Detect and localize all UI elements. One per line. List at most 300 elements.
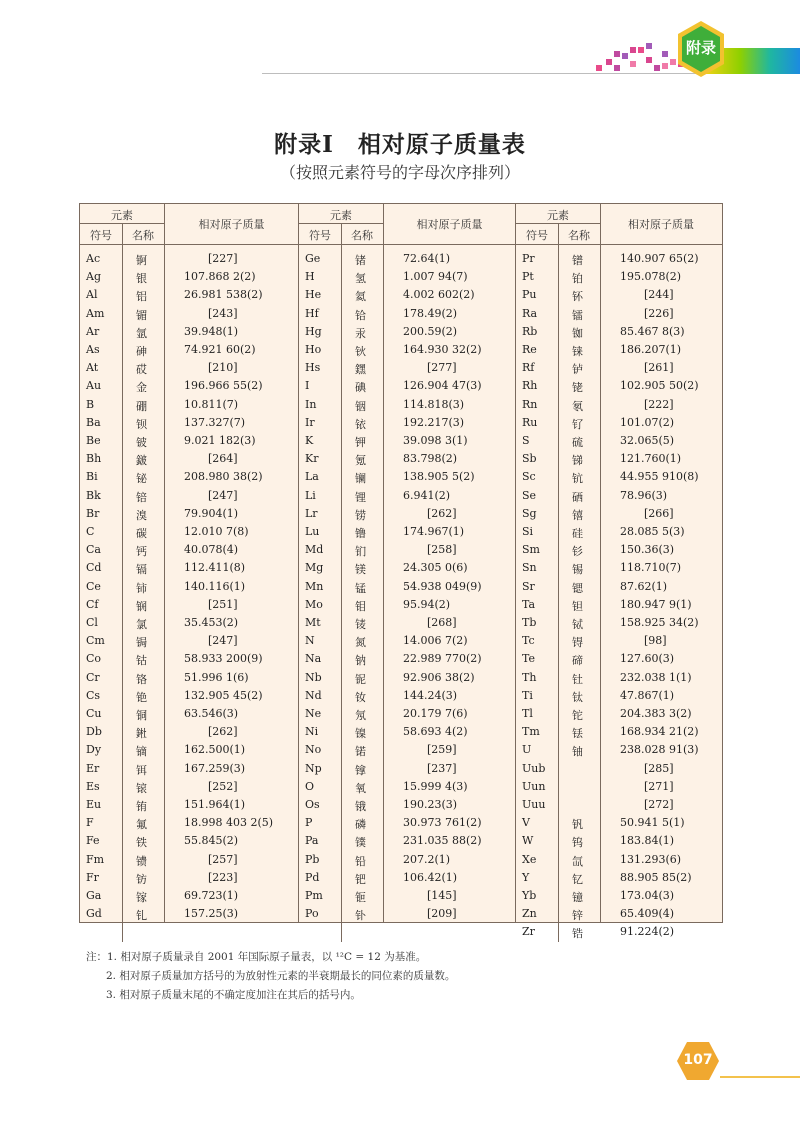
relative-atomic-mass: 50.941 5(1) <box>620 816 685 830</box>
element-name: 钆 <box>136 909 147 923</box>
element-symbol: O <box>305 779 315 793</box>
relative-atomic-mass: 107.868 2(2) <box>184 270 256 284</box>
page-number: 107 <box>683 1052 713 1068</box>
relative-atomic-mass: 39.098 3(1) <box>403 434 468 447</box>
relative-atomic-mass: 51.996 1(6) <box>184 670 249 684</box>
column-rule <box>164 204 165 922</box>
relative-atomic-mass: [210] <box>208 361 238 375</box>
element-name: 氩 <box>136 326 147 340</box>
decorative-dot <box>654 65 660 71</box>
relative-atomic-mass: [209] <box>427 907 457 921</box>
element-symbol: S <box>522 434 530 447</box>
element-symbol: Ac <box>86 252 101 265</box>
element-name: 金 <box>136 381 147 395</box>
element-symbol: Md <box>305 543 324 557</box>
relative-atomic-mass: 102.905 50(2) <box>620 379 699 393</box>
element-symbol: Db <box>86 725 102 739</box>
element-symbol: Sb <box>522 452 537 466</box>
element-symbol: Bi <box>86 470 98 484</box>
relative-atomic-mass: 69.723(1) <box>184 889 239 902</box>
element-symbol: Os <box>305 798 320 811</box>
footnote-2: 2. 相对原子质量加方括号的为放射性元素的半衰期最长的同位素的质量数。 <box>106 970 456 982</box>
element-symbol: U <box>522 743 532 757</box>
element-name: 砹 <box>136 363 147 377</box>
element-name: 锑 <box>572 454 583 468</box>
element-symbol: Pd <box>305 870 320 884</box>
element-symbol: Ge <box>305 252 321 265</box>
relative-atomic-mass: 14.006 7(2) <box>403 634 468 648</box>
element-name: 锎 <box>136 599 147 613</box>
element-symbol: Al <box>86 288 98 302</box>
element-symbol: Cu <box>86 707 102 720</box>
element-symbol: Ga <box>86 889 102 902</box>
element-symbol: Cl <box>86 616 98 629</box>
element-symbol: Ag <box>86 270 101 284</box>
appendix-badge-label: 附录 <box>685 39 716 57</box>
element-name: 氙 <box>572 854 583 868</box>
decorative-dot <box>596 65 602 71</box>
element-symbol: Ir <box>305 415 315 429</box>
relative-atomic-mass: [268] <box>427 616 457 629</box>
header-element: 元素 <box>330 209 352 222</box>
relative-atomic-mass: 180.947 9(1) <box>620 597 692 611</box>
relative-atomic-mass: 232.038 1(1) <box>620 670 692 684</box>
relative-atomic-mass: 79.904(1) <box>184 506 239 520</box>
relative-atomic-mass: 63.546(3) <box>184 707 239 720</box>
element-name: 镥 <box>355 527 366 540</box>
relative-atomic-mass: 32.065(5) <box>620 434 675 447</box>
relative-atomic-mass: [223] <box>208 870 238 884</box>
relative-atomic-mass: 121.760(1) <box>620 452 682 466</box>
element-name: 镧 <box>355 472 366 486</box>
decorative-dot <box>646 43 652 49</box>
element-name: 碳 <box>136 527 147 540</box>
element-symbol: Se <box>522 488 537 502</box>
element-name: 铥 <box>572 727 583 741</box>
element-symbol: V <box>522 816 530 830</box>
element-name: 钷 <box>355 891 366 904</box>
relative-atomic-mass: 4.002 602(2) <box>403 288 475 302</box>
relative-atomic-mass: [264] <box>208 452 238 466</box>
element-symbol: Mt <box>305 616 321 629</box>
element-name: 铪 <box>355 308 366 322</box>
element-symbol: Mg <box>305 561 324 575</box>
element-name: 铋 <box>136 472 147 486</box>
relative-atomic-mass: 173.04(3) <box>620 889 675 902</box>
element-name: 镄 <box>136 854 147 868</box>
relative-atomic-mass: 140.116(1) <box>184 579 246 593</box>
element-name: 铁 <box>136 836 147 850</box>
element-name: 铑 <box>572 381 583 395</box>
relative-atomic-mass: [237] <box>427 761 457 775</box>
element-name: 硒 <box>572 490 583 504</box>
element-name: 铈 <box>136 581 147 595</box>
element-name: 铕 <box>136 800 147 813</box>
element-name: 钚 <box>572 290 583 304</box>
relative-atomic-mass: 132.905 45(2) <box>184 688 263 702</box>
element-name: 钛 <box>572 690 583 704</box>
relative-atomic-mass: 112.411(8) <box>184 561 246 575</box>
element-name: 钍 <box>572 672 583 686</box>
element-symbol: Mn <box>305 579 324 593</box>
element-symbol: Cd <box>86 561 102 575</box>
relative-atomic-mass: 114.818(3) <box>403 397 465 411</box>
element-name: 铜 <box>136 709 147 722</box>
decorative-dot <box>638 47 644 53</box>
element-symbol: Hf <box>305 306 319 320</box>
relative-atomic-mass: 12.010 7(8) <box>184 525 249 538</box>
element-symbol: At <box>86 361 99 375</box>
element-symbol: Pb <box>305 852 320 866</box>
element-symbol: Sg <box>522 506 537 520</box>
element-name: 钬 <box>355 345 366 358</box>
element-symbol: Cr <box>86 670 100 684</box>
element-name: 氢 <box>355 272 366 286</box>
element-symbol: Kr <box>305 452 319 466</box>
relative-atomic-mass: 204.383 3(2) <box>620 707 692 720</box>
element-symbol: No <box>305 743 322 757</box>
relative-atomic-mass: 195.078(2) <box>620 270 682 284</box>
element-name: 钾 <box>355 436 366 449</box>
relative-atomic-mass: 65.409(4) <box>620 907 675 921</box>
relative-atomic-mass: 151.964(1) <box>184 798 246 811</box>
relative-atomic-mass: 54.938 049(9) <box>403 579 482 593</box>
element-name: 氡 <box>572 399 583 413</box>
element-symbol: Ho <box>305 343 322 356</box>
element-name: 铅 <box>355 854 366 868</box>
relative-atomic-mass: 208.980 38(2) <box>184 470 263 484</box>
element-name: 钕 <box>355 690 366 704</box>
decorative-dot <box>614 51 620 57</box>
element-name: 碲 <box>572 654 583 668</box>
element-symbol: Es <box>86 779 100 793</box>
footnote-1: 注：1. 相对原子质量录自 2001 年国际原子量表，以 ¹²C = 12 为基准。 <box>86 951 427 963</box>
relative-atomic-mass: 140.907 65(2) <box>620 252 699 265</box>
element-name: 砷 <box>136 345 147 358</box>
relative-atomic-mass: 106.42(1) <box>403 870 458 884</box>
relative-atomic-mass: 196.966 55(2) <box>184 379 263 393</box>
decorative-dot <box>606 59 612 65</box>
relative-atomic-mass: 157.25(3) <box>184 907 239 921</box>
relative-atomic-mass: 44.955 910(8) <box>620 470 699 484</box>
element-symbol: Pm <box>305 889 323 902</box>
element-symbol: Br <box>86 506 100 520</box>
element-name: 𬭳 <box>572 508 583 522</box>
relative-atomic-mass: [222] <box>644 397 674 411</box>
header-name: 名称 <box>132 229 154 242</box>
header-symbol: 符号 <box>90 229 112 242</box>
relative-atomic-mass: 22.989 770(2) <box>403 652 482 666</box>
element-name: 硫 <box>572 436 583 449</box>
element-name: 铀 <box>572 745 583 759</box>
element-symbol: Sr <box>522 579 535 593</box>
relative-atomic-mass: 168.934 21(2) <box>620 725 699 739</box>
element-name: 铊 <box>572 709 583 722</box>
relative-atomic-mass: 40.078(4) <box>184 543 239 557</box>
relative-atomic-mass: 30.973 761(2) <box>403 816 482 830</box>
element-symbol: Zr <box>522 925 535 939</box>
element-symbol: F <box>86 816 94 830</box>
element-name: 钨 <box>572 836 583 850</box>
element-symbol: Fr <box>86 870 99 884</box>
element-name: 锝 <box>572 636 583 650</box>
element-name: 硼 <box>136 399 147 413</box>
element-name: 氮 <box>355 636 366 650</box>
element-name: 锫 <box>136 490 147 504</box>
relative-atomic-mass: 190.23(3) <box>403 798 458 811</box>
relative-atomic-mass: 74.921 60(2) <box>184 343 256 356</box>
relative-atomic-mass: [285] <box>644 761 674 775</box>
element-symbol: Fe <box>86 834 100 848</box>
element-symbol: Ce <box>86 579 101 593</box>
element-symbol: Re <box>522 343 537 356</box>
element-symbol: Cf <box>86 597 99 611</box>
element-symbol: I <box>305 379 310 393</box>
element-symbol: Bh <box>86 452 102 466</box>
relative-atomic-mass: 72.64(1) <box>403 252 451 265</box>
header-symbol: 符号 <box>309 229 331 242</box>
element-symbol: Eu <box>86 798 102 811</box>
relative-atomic-mass: 144.24(3) <box>403 688 458 702</box>
relative-atomic-mass: 167.259(3) <box>184 761 246 775</box>
column-rule <box>600 204 601 922</box>
element-symbol: Y <box>522 870 530 884</box>
element-name: 铱 <box>355 417 366 431</box>
element-symbol: Ra <box>522 306 538 320</box>
element-name: 钌 <box>572 417 583 431</box>
header-mass: 相对原子质量 <box>198 218 265 231</box>
relative-atomic-mass: [247] <box>208 634 238 648</box>
element-symbol: Uub <box>522 761 546 775</box>
relative-atomic-mass: 24.305 0(6) <box>403 561 468 575</box>
relative-atomic-mass: 78.96(3) <box>620 488 668 502</box>
relative-atomic-mass: 58.933 200(9) <box>184 652 263 666</box>
element-name: 铽 <box>572 618 583 631</box>
element-symbol: Te <box>522 652 535 666</box>
element-name: 氦 <box>355 290 366 304</box>
atomic-mass-table <box>79 203 723 941</box>
decorative-dot <box>630 61 636 67</box>
header-name: 名称 <box>351 229 373 242</box>
element-symbol: As <box>86 343 100 356</box>
element-name: 镉 <box>136 563 147 577</box>
element-name: 钽 <box>572 599 583 613</box>
element-symbol: Tc <box>522 634 535 648</box>
relative-atomic-mass: [257] <box>208 852 238 866</box>
element-symbol: Pu <box>522 288 537 302</box>
relative-atomic-mass: 6.941(2) <box>403 488 451 502</box>
relative-atomic-mass: [227] <box>208 252 238 265</box>
page-subtitle: （按照元素符号的字母次序排列） <box>279 163 520 182</box>
relative-atomic-mass: [259] <box>427 743 457 757</box>
decorative-dot <box>662 63 668 69</box>
relative-atomic-mass: [243] <box>208 306 238 320</box>
element-symbol: Ti <box>522 688 533 702</box>
element-symbol: Na <box>305 652 322 666</box>
relative-atomic-mass: 20.179 7(6) <box>403 707 468 720</box>
element-symbol: Np <box>305 761 322 775</box>
element-name: 镓 <box>136 891 147 904</box>
element-symbol: Li <box>305 488 316 502</box>
element-name: 氯 <box>136 618 147 631</box>
relative-atomic-mass: 10.811(7) <box>184 397 239 411</box>
element-name: 锕 <box>136 254 147 267</box>
element-name: 镱 <box>572 891 583 904</box>
element-name: 碘 <box>355 381 366 395</box>
element-name: 铯 <box>136 690 147 704</box>
element-name: 铒 <box>136 763 147 777</box>
element-name: 硅 <box>572 527 583 540</box>
element-symbol: Dy <box>86 743 102 757</box>
element-name: 锗 <box>355 254 366 267</box>
relative-atomic-mass: 164.930 32(2) <box>403 343 482 356</box>
element-symbol: La <box>305 470 319 484</box>
element-name: 钫 <box>136 872 147 886</box>
element-symbol: W <box>522 834 534 848</box>
element-name: 𨭆 <box>355 363 366 377</box>
element-name: 镎 <box>355 763 366 777</box>
relative-atomic-mass: [261] <box>644 361 674 375</box>
element-name: 铟 <box>355 399 366 413</box>
element-name: 钯 <box>355 872 366 886</box>
element-symbol: Ar <box>86 324 100 338</box>
element-symbol: Ru <box>522 415 538 429</box>
element-symbol: He <box>305 288 322 302</box>
relative-atomic-mass: 87.62(1) <box>620 579 668 593</box>
element-name: 钴 <box>136 654 147 668</box>
relative-atomic-mass: [266] <box>644 506 674 520</box>
element-name: 铼 <box>572 345 583 358</box>
relative-atomic-mass: 83.798(2) <box>403 452 458 466</box>
relative-atomic-mass: 162.500(1) <box>184 743 246 757</box>
element-symbol: Uuu <box>522 798 546 811</box>
relative-atomic-mass: 131.293(6) <box>620 852 682 866</box>
decorative-dot <box>630 47 636 53</box>
relative-atomic-mass: 15.999 4(3) <box>403 779 468 793</box>
decorative-dot <box>662 51 668 57</box>
element-symbol: Zn <box>522 907 537 921</box>
column-group-rule <box>298 204 299 922</box>
element-symbol: Po <box>305 907 319 921</box>
relative-atomic-mass: 101.07(2) <box>620 415 675 429</box>
relative-atomic-mass: 137.327(7) <box>184 415 246 429</box>
appendix-badge <box>676 20 726 78</box>
relative-atomic-mass: [252] <box>208 779 238 793</box>
element-name: 氪 <box>355 454 366 468</box>
element-symbol: K <box>305 434 314 447</box>
element-symbol: Th <box>522 670 537 684</box>
page-title: 附录Ⅰ 相对原子质量表 <box>274 131 526 158</box>
decorative-dot <box>622 53 628 59</box>
relative-atomic-mass: 183.84(1) <box>620 834 675 848</box>
relative-atomic-mass: [244] <box>644 288 674 302</box>
element-name: 氧 <box>355 781 366 795</box>
element-name: 镨 <box>572 254 583 267</box>
element-name: 𬬻 <box>572 363 583 377</box>
relative-atomic-mass: [145] <box>427 889 457 902</box>
element-name: 铂 <box>572 272 583 286</box>
element-name: 锆 <box>572 927 583 941</box>
relative-atomic-mass: 95.94(2) <box>403 597 451 611</box>
element-symbol: In <box>305 397 317 411</box>
element-symbol: B <box>86 397 95 411</box>
element-symbol: Nd <box>305 688 322 702</box>
element-name: 锰 <box>355 581 366 595</box>
element-symbol: Gd <box>86 907 102 921</box>
relative-atomic-mass: 92.906 38(2) <box>403 670 475 684</box>
relative-atomic-mass: [262] <box>208 725 238 739</box>
relative-atomic-mass: 138.905 5(2) <box>403 470 475 484</box>
element-name: 钡 <box>136 417 147 431</box>
element-name: 钼 <box>355 599 366 613</box>
element-symbol: Sm <box>522 543 540 557</box>
header-mass: 相对原子质量 <box>416 218 483 231</box>
element-name: 钋 <box>355 909 366 923</box>
element-symbol: Lu <box>305 525 320 538</box>
header-mass: 相对原子质量 <box>628 218 694 231</box>
element-symbol: Pr <box>522 252 535 265</box>
relative-atomic-mass: 58.693 4(2) <box>403 725 468 739</box>
element-symbol: Sc <box>522 470 536 484</box>
element-symbol: Nb <box>305 670 322 684</box>
element-name: 锡 <box>572 563 583 577</box>
element-name: 鿏 <box>355 618 366 631</box>
element-symbol: Ta <box>522 597 536 611</box>
relative-atomic-mass: 238.028 91(3) <box>620 743 699 757</box>
element-symbol: C <box>86 525 95 538</box>
element-symbol: Am <box>86 306 105 320</box>
element-name: 锘 <box>355 745 366 759</box>
element-symbol: Ni <box>305 725 319 739</box>
column-rule <box>558 224 559 942</box>
relative-atomic-mass: 231.035 88(2) <box>403 834 482 848</box>
element-name: 锿 <box>136 781 147 795</box>
element-name: 镝 <box>136 745 147 759</box>
header-symbol: 符号 <box>526 229 548 242</box>
relative-atomic-mass: 55.845(2) <box>184 834 239 848</box>
table-header <box>80 204 722 245</box>
element-name: 镅 <box>136 308 147 322</box>
relative-atomic-mass: 127.60(3) <box>620 652 675 666</box>
element-symbol: Ne <box>305 707 322 720</box>
element-name: 镁 <box>355 563 366 577</box>
element-symbol: Rh <box>522 379 538 393</box>
relative-atomic-mass: 126.904 47(3) <box>403 379 482 393</box>
header-name: 名称 <box>568 229 590 242</box>
element-symbol: Uun <box>522 779 546 793</box>
element-name: 钠 <box>355 654 366 668</box>
relative-atomic-mass: 91.224(2) <box>620 925 675 939</box>
relative-atomic-mass: 35.453(2) <box>184 616 239 629</box>
relative-atomic-mass: 192.217(3) <box>403 415 465 429</box>
element-symbol: Si <box>522 525 534 538</box>
element-symbol: H <box>305 270 315 284</box>
element-name: 钐 <box>572 545 583 559</box>
element-name: 铹 <box>355 508 366 522</box>
element-name: 锂 <box>355 490 366 504</box>
relative-atomic-mass: [262] <box>427 506 457 520</box>
element-name: 锶 <box>572 581 583 595</box>
relative-atomic-mass: 178.49(2) <box>403 306 458 320</box>
column-rule <box>383 204 384 922</box>
element-name: 汞 <box>355 326 366 340</box>
relative-atomic-mass: [98] <box>644 634 667 648</box>
element-symbol: Tm <box>522 725 540 739</box>
element-symbol: N <box>305 634 315 648</box>
relative-atomic-mass: [258] <box>427 543 457 557</box>
element-symbol: Bk <box>86 488 101 502</box>
element-symbol: Lr <box>305 506 318 520</box>
